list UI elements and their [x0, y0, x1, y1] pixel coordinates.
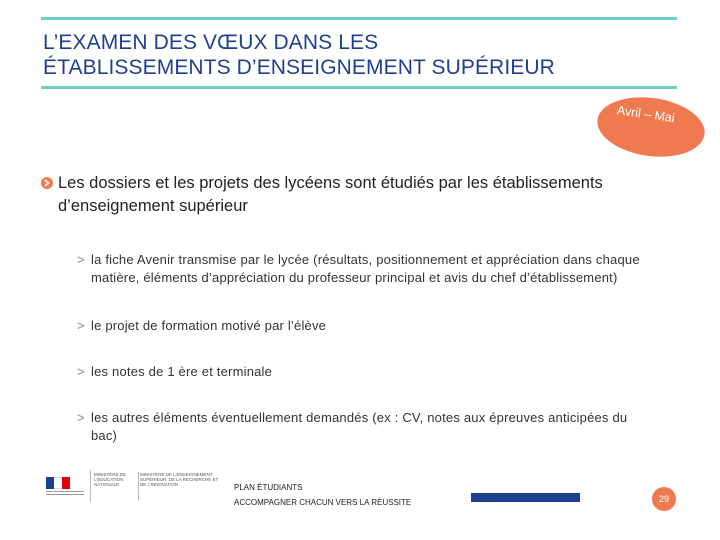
footer-tagline: ACCOMPAGNER CHACUN VERS LA RÉUSSITE: [234, 498, 412, 507]
ministry-higher-education-logo: MINISTÈRE DE L’ENSEIGNEMENT SUPÉRIEUR, DE LA RECHERCHE ET DE L’INNOVATION: [140, 472, 219, 487]
date-badge-label: Avril – Mai: [616, 103, 676, 126]
list-item-line-1: le projet de formation motivé par l’élève: [91, 318, 327, 333]
list-item: [77, 363, 707, 381]
list-item-line-1: les autres éléments éventuellement demandés (ex : CV, notes aux épreuves anticipées du: [91, 410, 628, 425]
footer-text: [234, 480, 411, 510]
list-item: [77, 317, 707, 335]
slide-title: [43, 30, 673, 80]
french-flag-icon: [46, 476, 70, 488]
list-item-line-1: la fiche Avenir transmise par le lycée (résultats, positionnement et appréciation dans chaque: [91, 252, 640, 267]
list-item-line-2: bac): [91, 428, 118, 443]
title-top-rule: [41, 17, 677, 20]
plan-label: PLAN ÉTUDIANTS: [234, 483, 303, 492]
list-item-line-1: les notes de 1 ère et terminale: [91, 364, 273, 379]
list-item-line-2: matière, éléments d’appréciation du professeur principal et avis du chef d’établissement): [91, 270, 618, 285]
date-badge: [593, 91, 708, 163]
chevron-right-icon: >: [77, 364, 85, 379]
list-item: [77, 409, 707, 445]
title-line-2: ÉTABLISSEMENTS D’ENSEIGNEMENT SUPÉRIEUR: [43, 56, 555, 79]
list-item: [77, 251, 707, 287]
arrow-right-circle-icon: [41, 177, 53, 189]
main-point: [41, 172, 691, 218]
title-line-1: L’EXAMEN DES VŒUX DANS LES: [43, 31, 379, 54]
footer-accent-bar: [471, 493, 580, 502]
ministry-logos: [40, 470, 222, 502]
chevron-right-icon: >: [77, 410, 85, 425]
chevron-right-icon: >: [77, 318, 85, 333]
title-bottom-rule: [41, 86, 677, 89]
republique-francaise-logo: [40, 470, 91, 502]
ministry-education-logo: MINISTÈRE DE L’ÉDUCATION NATIONALE: [94, 472, 139, 500]
main-point-line-2: d’enseignement supérieur: [58, 197, 248, 215]
chevron-right-icon: >: [77, 252, 85, 267]
main-point-line-1: Les dossiers et les projets des lycéens sont étudiés par les établissements: [58, 174, 603, 192]
page-number: 29: [652, 487, 676, 511]
